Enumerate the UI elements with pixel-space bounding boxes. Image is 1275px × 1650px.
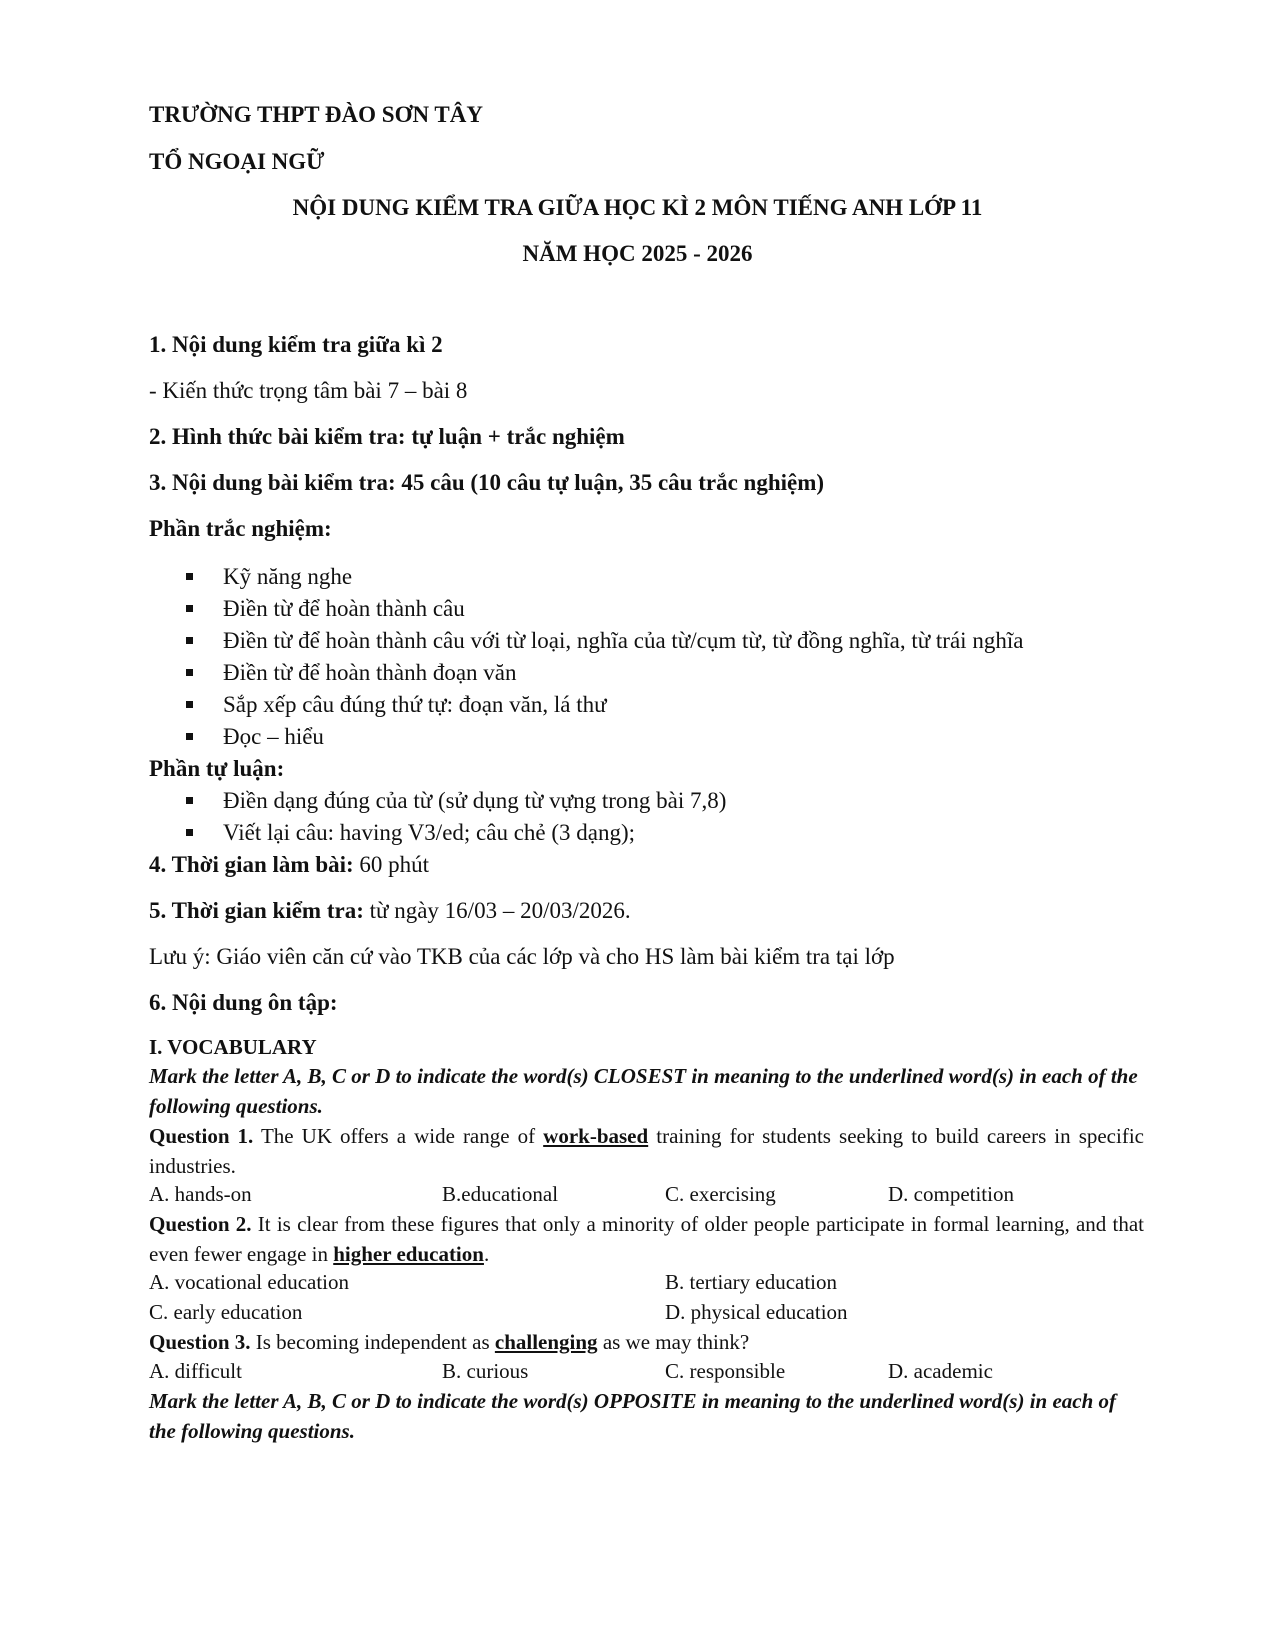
school-name: TRƯỜNG THPT ĐÀO SƠN TÂY [149,102,483,127]
section-1-text: - Kiến thức trọng tâm bài 7 – bài 8 [149,378,468,403]
answer-option: A. difficult [149,1359,242,1383]
vocabulary-heading: I. VOCABULARY [149,1035,317,1059]
school-year: NĂM HỌC 2025 - 2026 [522,241,753,266]
section-4-label: 4. Thời gian làm bài: [149,852,354,877]
bullet-icon [186,605,193,612]
bullet-icon [186,701,193,708]
answer-option: A. vocational education [149,1270,350,1294]
answer-option: C. responsible [665,1359,786,1383]
section-1-heading: 1. Nội dung kiểm tra giữa kì 2 [149,332,443,357]
question-label: Question 2. [149,1212,252,1236]
answer-option: B. tertiary education [665,1270,838,1294]
question-2: Question 2. It is clear from these figures that only a minority of older people participate in formal learning, and that even fewer engage in higher education. [149,1212,1144,1266]
department-name: TỔ NGOẠI NGỮ [149,149,325,174]
section-5 [149,896,631,925]
essay-heading: Phần tự luận: [149,756,285,781]
section-2-heading: 2. Hình thức bài kiểm tra: tự luận + trắc nghiệm [149,424,625,449]
answer-option: D. competition [888,1182,1014,1206]
section-6-heading: 6. Nội dung ôn tập: [149,990,338,1015]
bullet-icon [186,797,193,804]
question-label: Question 1. [149,1124,254,1148]
document-page: TRƯỜNG THPT ĐÀO SƠN TÂY TỔ NGOẠI NGỮ NỘI DUNG KIỂM TRA GIỮA HỌC KÌ 2 MÔN TIẾNG ANH LỚP 11 NĂM HỌC 2025 - 2026 1. Nội dung kiểm tra giữa kì 2 - Kiến thức trọng tâm bài 7 – bài 8 2. Hình thức bài kiểm tra: tự luận + trắc nghiệm 3. Nội dung bài kiểm tra: 45 câu (10 câu tự luận, 35 câu trắc nghiệm) Phần trắc nghiệm: Kỹ năng nghe Điền từ để hoàn thành câu Điền từ để hoàn thành câu với từ loại, nghĩa của từ/cụm từ, từ đồng nghĩa, từ trái nghĩa Điền từ để hoàn thành đoạn văn Sắp xếp câu đúng thứ tự: đoạn văn, lá thư Đọc – hiểu Phần tự luận: Điền dạng đúng của từ (sử dụng từ vựng trong bài 7,8) Viết lại câu: having V3/ed; câu chẻ (3 dạng); 4. Thời gian làm bài: 60 phút 5. Thời gian kiểm tra: từ ngày 16/03 – 20/03/2026. Lưu ý: Giáo viên căn cứ vào TKB của các lớp và cho HS làm bài kiểm tra tại lớp 6. Nội dung ôn tập: I. VOCABULARY Mark the letter A, B, C or D to indicate the word(s) CLOSEST in meaning to the underlined word(s) in each of the following questions. Question 1. The UK offers a wide range of work-based training for students seeking to build careers in specific industries. A. hands-on B.educational C. exercising D. competition Question 2. It is clear from these figures that only a minority of older people participate in formal learning, and that even fewer engage in higher education. A. vocational education B. tertiary education C. early education D. physical education Question 3. Is becoming independent as challenging as we may think? A. difficult B. curious C. responsible D. academic Mark the letter A, B, C or D to indicate the word(s) OPPOSITE in meaning to the underlined word(s) in each of the following questions. [0,0,1275,1650]
section-3-heading: 3. Nội dung bài kiểm tra: 45 câu (10 câu tự luận, 35 câu trắc nghiệm) [149,470,825,495]
bullet-icon [186,829,193,836]
bullet-icon [186,733,193,740]
question-3: Question 3. Is becoming independent as challenging as we may think? [149,1330,750,1354]
question-label: Question 3. [149,1330,251,1354]
bullet-icon [186,573,193,580]
answer-option: C. early education [149,1300,303,1324]
answer-option: D. academic [888,1359,993,1383]
instruction-opposite: Mark the letter A, B, C or D to indicate the word(s) OPPOSITE in meaning to the underlined word(s) in each of the following questions. [149,1389,1117,1443]
answer-option: B. curious [442,1359,529,1383]
document-title: NỘI DUNG KIỂM TRA GIỮA HỌC KÌ 2 MÔN TIẾNG ANH LỚP 11 [292,195,983,220]
answer-option: D. physical education [665,1300,848,1324]
question-1: Question 1. The UK offers a wide range of work-based training for students seeking to build careers in specific industries. [149,1124,1144,1178]
multiple-choice-heading: Phần trắc nghiệm: [149,516,332,541]
section-4-value: 60 phút [353,852,430,877]
bullet-icon [186,669,193,676]
note-text: Lưu ý: Giáo viên căn cứ vào TKB của các lớp và cho HS làm bài kiểm tra tại lớp [149,944,895,969]
answer-option: C. exercising [665,1182,776,1206]
section-5-value: từ ngày 16/03 – 20/03/2026. [363,898,631,923]
answer-option: A. hands-on [149,1182,252,1206]
underlined-word: work-based [543,1124,649,1148]
instruction-closest: Mark the letter A, B, C or D to indicate the word(s) CLOSEST in meaning to the underlined word(s) in each of the following questions. [149,1064,1138,1118]
answer-option: B.educational [442,1182,559,1206]
bullet-icon [186,637,193,644]
section-4 [149,850,429,879]
underlined-word: higher education [333,1242,484,1266]
underlined-word: challenging [494,1330,598,1354]
section-5-label: 5. Thời gian kiểm tra: [149,898,364,923]
